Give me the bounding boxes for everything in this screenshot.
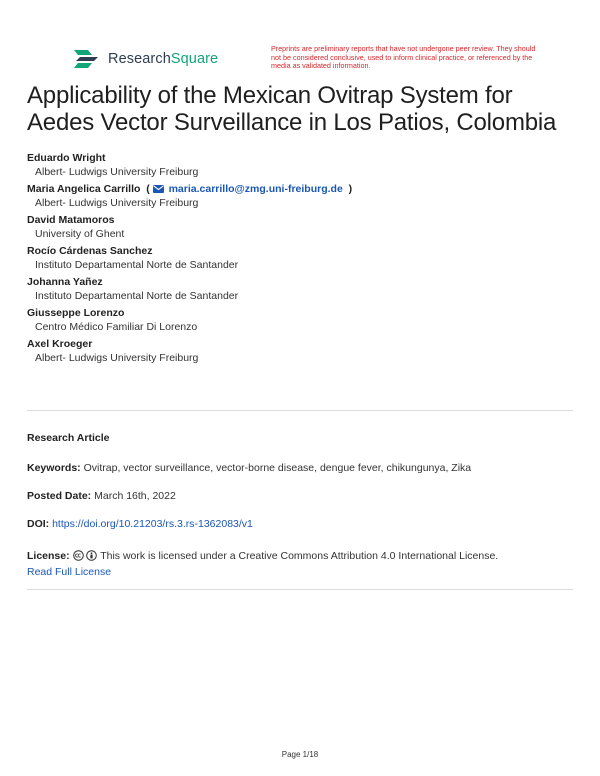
author-affiliation: Centro Médico Familiar Di Lorenzo [35,321,198,333]
doi-link[interactable]: https://doi.org/10.21203/rs.3.rs-1362083/v1 [52,518,253,530]
author-affiliation: Albert- Ludwigs University Freiburg [35,352,199,364]
author-name: Johanna Yañez [27,276,103,288]
author-name: Giusseppe Lorenzo [27,307,125,319]
author-affiliation: Instituto Departamental Norte de Santander [35,290,239,302]
article-type [27,432,110,444]
author-affiliation: Albert- Ludwigs University Freiburg [35,197,199,209]
attribution-icon[interactable] [86,550,97,561]
posted-date-value: March 16th, 2022 [94,490,176,502]
divider-bottom [27,589,573,590]
posted-date-line [27,490,176,502]
author-name: Eduardo Wright [27,152,106,164]
brand-name [108,51,218,67]
posted-date-label: Posted Date: [27,490,92,502]
author-entry [27,245,577,272]
doi-line [27,518,253,530]
email-open-paren: ( [143,183,150,195]
page-number: Page 1/18 [281,750,319,759]
author-name: David Matamoros [27,214,115,226]
author-affiliation: Albert- Ludwigs University Freiburg [35,166,199,178]
author-name: Axel Kroeger [27,338,93,350]
license-block [27,548,498,580]
author-entry [27,152,577,179]
author-affiliation: Instituto Departamental Norte de Santander [35,259,239,271]
author-email-link[interactable]: maria.carrillo@zmg.uni-freiburg.de [168,183,343,195]
brand-name-part1: Research [108,51,171,67]
author-entry [27,183,577,210]
author-name: Rocío Cárdenas Sanchez [27,245,153,257]
divider-top [27,410,573,411]
keywords-label: Keywords: [27,462,81,474]
author-name-with-email [27,183,577,196]
author-affiliation: University of Ghent [35,228,125,240]
email-close-paren: ) [345,183,353,195]
article-type-label: Research Article [27,432,110,444]
author-name: Maria Angelica Carrillo [27,183,141,195]
research-square-logo[interactable] [74,48,218,70]
keywords-value: Ovitrap, vector surveillance, vector-borne disease, dengue fever, chikungunya, Zika [83,462,472,474]
author-entry [27,214,577,241]
author-list [27,152,577,369]
paper-title: Applicability of the Mexican Ovitrap System for Aedes Vector Surveillance in Los Patios, Colombia [27,82,557,136]
keywords-line [27,462,471,474]
author-entry [27,276,577,303]
brand-name-part2: Square [170,51,219,67]
doi-label: DOI: [27,518,50,530]
license-label: License: [27,550,70,562]
preprint-disclaimer: Preprints are preliminary reports that have not undergone peer review. They should not be considered conclusive, used to inform clinical practice, or referenced by the media as validated information. [271,44,536,71]
read-full-license-link[interactable]: Read Full License [27,566,112,578]
author-entry [27,338,577,365]
author-entry [27,307,577,334]
license-text: This work is licensed under a Creative Commons Attribution 4.0 International License. [100,550,499,562]
creative-commons-icon[interactable] [73,550,84,561]
envelope-icon [153,185,164,193]
research-square-logo-icon [74,48,100,70]
